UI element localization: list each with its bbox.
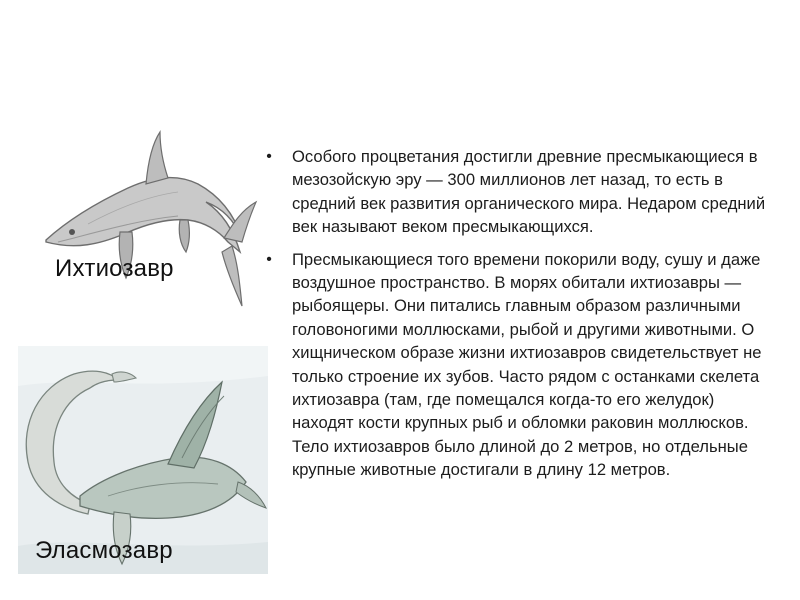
ichthyosaur-image (28, 92, 268, 332)
description-text (262, 145, 774, 491)
bullet-text: Особого процветания достигли древние пресмыкающиеся в мезозойскую эру — 300 миллионов лет назад, то есть в средний век развития органического мира. Недаром средний век называют веком пресмыкающихся. (292, 147, 766, 237)
bullet-list (262, 145, 774, 482)
ichthyosaur-caption: Ихтиозавр (55, 255, 174, 282)
bullet-text: Пресмыкающиеся того времени покорили воду, сушу и даже воздушное пространство. В морях обитали ихтиозавры — рыбоящеры. Они питались главным образом различными головоногими моллюсками, рыбой и другими животными. О хищническом образе жизни ихтиозавров свидетельствует не только строение их зубов. Часто рядом с останками скелета ихтиозавра (там, где помещался когда-то его желудок) находят кости крупных рыб и обломки раковин моллюсков. Тело ихтиозавров было длиной до 2 метров, но отдельные крупные животные достигали в длину 12 метров. (292, 249, 762, 480)
bullet-item (262, 248, 774, 482)
elasmosaur-caption: Эласмозавр (35, 537, 173, 564)
bullet-item (262, 145, 774, 239)
bullet-icon: • (266, 148, 272, 165)
bullet-icon: • (266, 250, 272, 268)
